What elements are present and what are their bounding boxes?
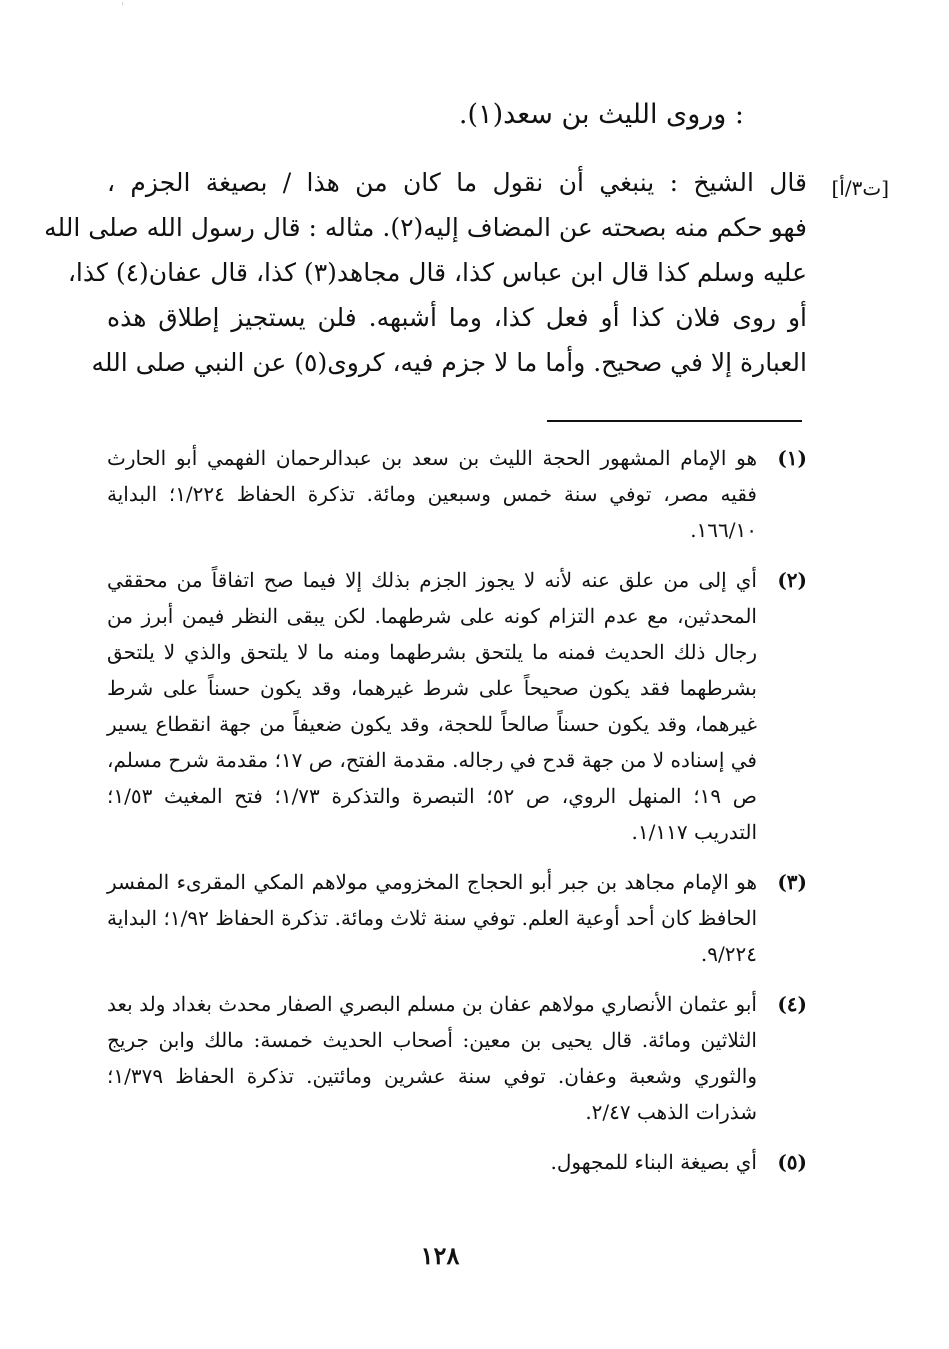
footnote [107,440,807,548]
footnotes-section [107,440,807,1194]
manuscript-folio-reference: [ت٣/أ] [831,176,889,200]
footnote-number: (١) [777,446,807,470]
footnote-number: (٣) [777,870,807,894]
main-text-line: عليه وسلم كذا قال ابن عباس كذا، قال مجاهد(٣) كذا، قال عفان(٤) كذا، [67,258,807,287]
footnote-number: (٥) [777,1150,807,1174]
footnote [107,986,807,1130]
main-text-line: العبارة إلا في صحيح. وأما ما لا جزم فيه، كروى(٥) عن النبي صلى الله [91,348,807,377]
footnote-text: أي بصيغة البناء للمجهول. [550,1150,757,1174]
footnote-text: أبو عثمان الأنصاري مولاهم عفان بن مسلم البصري الصفار محدث بغداد ولد بعد الثلاثين ومائة. قال يحيى بن معين: أصحاب الحديث خمسة: مالك وابن جريج والثوري وشعبة وعفان. توفي سنة عشرين ومائتين. تذكرة الحفاظ ١/٣٧٩؛ شذرات الذهب ٢/٤٧. [107,992,757,1124]
main-text-line: أو روى فلان كذا أو فعل كذا، وما أشبهه. فلن يستجيز إطلاق هذه [107,303,807,332]
footnote [107,1144,807,1180]
footnote-number: (٢) [777,568,807,592]
opening-line: : وروى الليث بن سعد(١). [458,99,744,130]
footnote-text: هو الإمام المشهور الحجة الليث بن سعد بن عبدالرحمان الفهمي أبو الحارث فقيه مصر، توفي سنة خمس وسبعين ومائة. تذكرة الحفاظ ١/٢٢٤؛ البداية ١٦٦/١٠. [107,446,757,542]
footnote-text: هو الإمام مجاهد بن جبر أبو الحجاج المخزومي مولاهم المكي المقرىء المفسر الحافظ كان أحد أوعية العلم. توفي سنة ثلاث ومائة. تذكرة الحفاظ ١/٩٢؛ البداية ٩/٢٢٤. [107,870,758,966]
main-text-line: قال الشيخ : ينبغي أن نقول ما كان من هذا / بصيغة الجزم ، [107,168,807,197]
page-number: ١٢٨ [420,1241,460,1270]
footnote-separator [547,420,802,422]
footnote [107,864,807,972]
corner-mark: ' [121,0,125,14]
footnote-number: (٤) [777,992,807,1016]
main-body-text [44,160,807,385]
main-text-line: فهو حكم منه بصحته عن المضاف إليه(٢). مثاله : قال رسول الله صلى الله [44,213,807,242]
footnote-text: أي إلى من علق عنه لأنه لا يجوز الجزم بذلك إلا فيما صح اتفاقاً من محققي المحدثين، مع عدم التزام كونه على شرطهما. لكن يبقى النظر فيمن أبرز من رجال ذلك الحديث فمنه ما يلتحق بشرطهما ومنه ما لا يلتحق والذي لا يلتحق بشرطهما فقد يكون صحيحاً على شرط غيرهما، وقد يكون حسناً على شرط غيرهما، وقد يكون حسناً صالحاً للحجة، وقد يكون ضعيفاً من جهة انقطاع يسير في إسناده لا من جهة قدح في رجاله. مقدمة الفتح، ص ١٧؛ مقدمة شرح مسلم، ص ١٩؛ المنهل الروي، ص ٥٢؛ التبصرة والتذكرة ١/٧٣؛ فتح المغيث ١/٥٣؛ التدريب ١/١١٧. [107,568,757,844]
footnote [107,562,807,850]
